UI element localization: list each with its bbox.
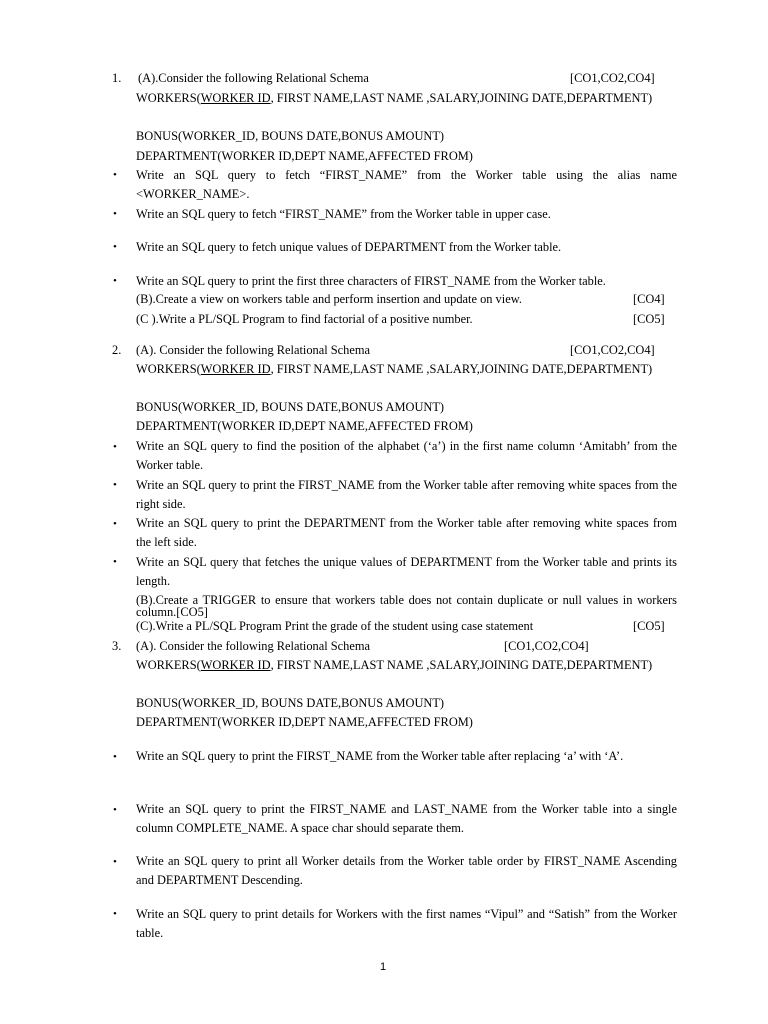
list-item: Write an SQL query to print the DEPARTMENT from the Worker table after removing white spaces from the left side. (136, 516, 677, 550)
bullet-icon: • (113, 275, 117, 287)
question-intro: (A). Consider the following Relational Schema (136, 343, 370, 357)
bullet-icon: • (113, 518, 117, 530)
list-item: Write an SQL query to find the position of the alphabet (‘a’) in the first name column ‘Amitabh’ from the Worker table. (136, 439, 677, 473)
bullet-icon: • (113, 169, 117, 181)
list-item: Write an SQL query to print the FIRST_NAME from the Worker table after removing white spaces from the right side. (136, 478, 677, 512)
schema-department: DEPARTMENT(WORKER ID,DEPT NAME,AFFECTED FROM) (136, 715, 473, 729)
schema-workers: WORKERS(WORKER ID, FIRST NAME,LAST NAME ,SALARY,JOINING DATE,DEPARTMENT) (136, 91, 653, 105)
page-number: 1 (380, 961, 387, 973)
part-c-text: (C ).Write a PL/SQL Program to find factorial of a positive number. (136, 312, 473, 326)
course-outcome-tag: [CO5] (633, 312, 665, 326)
bullet-icon: • (113, 241, 117, 253)
course-outcome-tag: [CO5] (633, 619, 665, 633)
list-item: Write an SQL query to print details for Workers with the first names “Vipul” and “Satish” from the Worker table. (136, 907, 677, 941)
list-item: Write an SQL query to fetch “FIRST_NAME” from the Worker table using the alias name <WORKER_NAME>. (136, 168, 677, 202)
schema-bonus: BONUS(WORKER_ID, BOUNS DATE,BONUS AMOUNT) (136, 400, 445, 414)
part-b-text: (B).Create a view on workers table and perform insertion and update on view. (136, 292, 522, 306)
course-outcome-tag: [CO4] (633, 292, 665, 306)
list-item: Write an SQL query to fetch “FIRST_NAME” from the Worker table in upper case. (136, 207, 551, 221)
bullet-icon: • (113, 751, 117, 763)
question-intro: (A). Consider the following Relational Schema (136, 639, 370, 653)
part-c-text: (C).Write a PL/SQL Program Print the grade of the student using case statement (136, 619, 534, 633)
bullet-icon: • (113, 804, 117, 816)
bullet-icon: • (113, 479, 117, 491)
bullet-icon: • (113, 208, 117, 220)
list-item: Write an SQL query that fetches the unique values of DEPARTMENT from the Worker table and prints its length. (136, 555, 677, 589)
list-item: Write an SQL query to print the first three characters of FIRST_NAME from the Worker table. (136, 274, 606, 288)
course-outcome-tag: [CO1,CO2,CO4] (570, 71, 655, 85)
course-outcome-tag: [CO1,CO2,CO4] (504, 639, 589, 653)
list-item: Write an SQL query to print the FIRST_NAME from the Worker table after replacing ‘a’ with ‘A’. (136, 749, 624, 763)
schema-workers: WORKERS(WORKER ID, FIRST NAME,LAST NAME ,SALARY,JOINING DATE,DEPARTMENT) (136, 658, 653, 672)
bullet-icon: • (113, 908, 117, 920)
list-item: Write an SQL query to print the FIRST_NAME and LAST_NAME from the Worker table into a single column COMPLETE_NAME. A space char should separate them. (136, 802, 677, 836)
bullet-icon: • (113, 556, 117, 568)
bullet-icon: • (113, 856, 117, 868)
question-number: 3. (112, 639, 122, 653)
part-b-text: (B).Create a TRIGGER to ensure that workers table does not contain duplicate or null values in workers column.[CO5] (136, 593, 677, 619)
list-item: Write an SQL query to fetch unique values of DEPARTMENT from the Worker table. (136, 240, 562, 254)
course-outcome-tag: [CO1,CO2,CO4] (570, 343, 655, 357)
bullet-icon: • (113, 441, 117, 453)
schema-department: DEPARTMENT(WORKER ID,DEPT NAME,AFFECTED FROM) (136, 149, 473, 163)
schema-bonus: BONUS(WORKER_ID, BOUNS DATE,BONUS AMOUNT) (136, 129, 445, 143)
question-intro: (A).Consider the following Relational Schema (138, 71, 369, 85)
schema-workers: WORKERS(WORKER ID, FIRST NAME,LAST NAME ,SALARY,JOINING DATE,DEPARTMENT) (136, 362, 653, 376)
question-number: 2. (112, 343, 122, 357)
question-number: 1. (112, 71, 122, 85)
list-item: Write an SQL query to print all Worker details from the Worker table order by FIRST_NAME Ascending and DEPARTMENT Descending. (136, 854, 677, 888)
schema-bonus: BONUS(WORKER_ID, BOUNS DATE,BONUS AMOUNT) (136, 696, 445, 710)
schema-department: DEPARTMENT(WORKER ID,DEPT NAME,AFFECTED FROM) (136, 419, 473, 433)
